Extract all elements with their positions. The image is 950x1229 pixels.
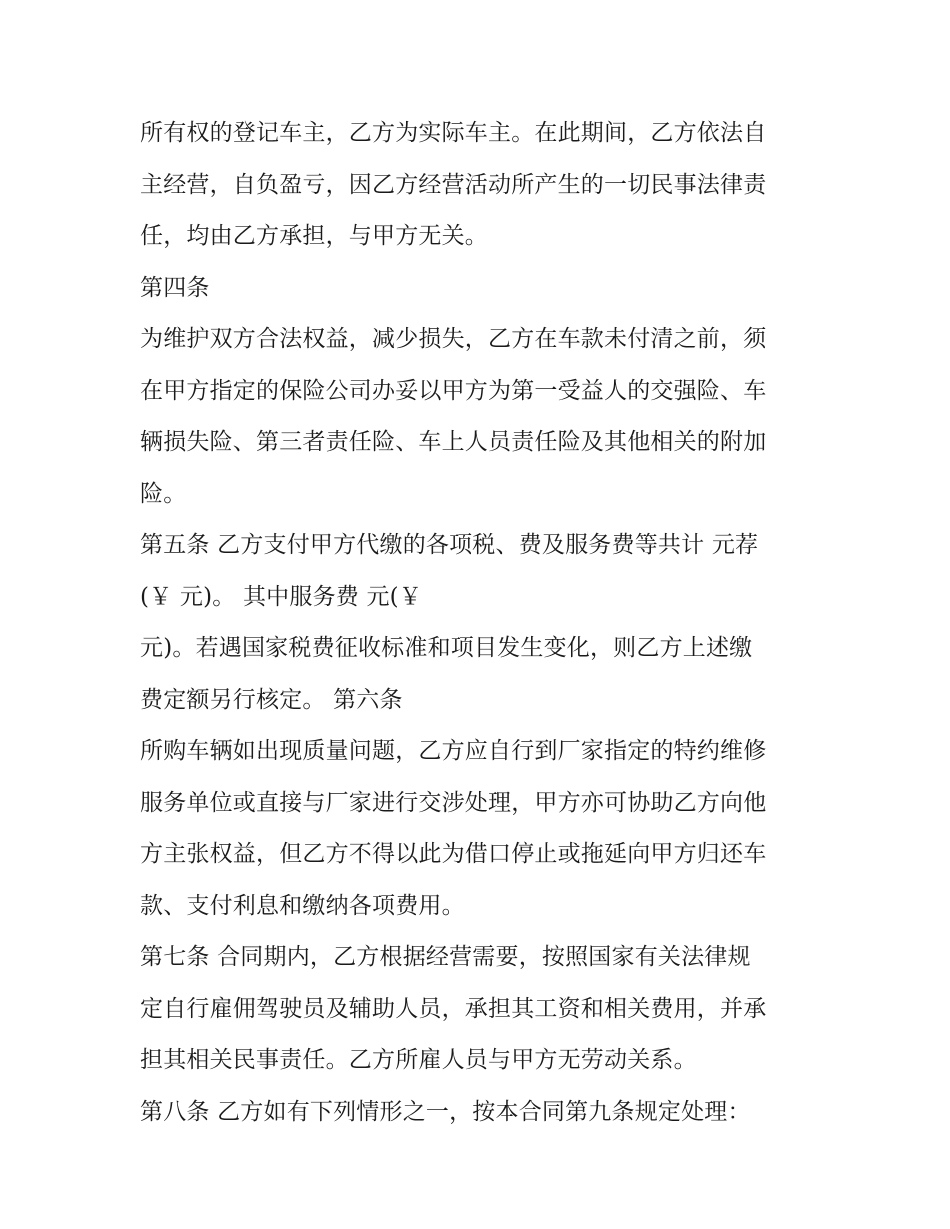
text-line: 所购车辆如出现质量问题，乙方应自行到厂家指定的特约维修 [140, 738, 767, 764]
text-line: 为维护双方合法权益，减少损失，乙方在车款未付清之前，须 [140, 326, 767, 352]
text-line: 担其相关民事责任。乙方所雇人员与甲方无劳动关系。 [140, 1047, 697, 1073]
text-line: 险。 [140, 480, 187, 507]
text-line: 方主张权益，但乙方不得以此为借口停止或拖延向甲方归还车 [140, 841, 767, 867]
text-line: 定自行雇佣驾驶员及辅助人员，承担其工资和相关费用，并承 [140, 995, 767, 1022]
text-line: 第八条 乙方如有下列情形之一，按本合同第九条规定处理： [140, 1098, 751, 1125]
article-heading: 第四条 [140, 274, 210, 301]
contract-text [140, 108, 820, 1138]
text-line: 第七条 合同期内，乙方根据经营需要，按照国家有关法律规 [140, 944, 751, 970]
text-line: 在甲方指定的保险公司办妥以甲方为第一受益人的交强险、车 [140, 377, 767, 404]
text-line: 服务单位或直接与厂家进行交涉处理，甲方亦可协助乙方向他 [140, 789, 767, 816]
text-line: 辆损失险、第三者责任险、车上人员责任险及其他相关的附加 [140, 429, 767, 455]
text-line: 款、支付利息和缴纳各项费用。 [140, 892, 465, 919]
text-line: 元)。若遇国家税费征收标准和项目发生变化，则乙方上述缴 [140, 635, 753, 661]
text-line: 主经营，自负盈亏，因乙方经营活动所产生的一切民事法律责 [140, 171, 767, 198]
text-line: 费定额另行核定。 第六条 [140, 686, 403, 713]
text-line: 所有权的登记车主，乙方为实际车主。在此期间，乙方依法自 [140, 120, 767, 146]
text-line: (￥ 元)。 其中服务费 元(￥ [140, 583, 423, 610]
text-line: 第五条 乙方支付甲方代缴的各项税、费及服务费等共计 元荐 [140, 532, 759, 558]
text-line: 任，均由乙方承担，与甲方无关。 [140, 223, 488, 249]
